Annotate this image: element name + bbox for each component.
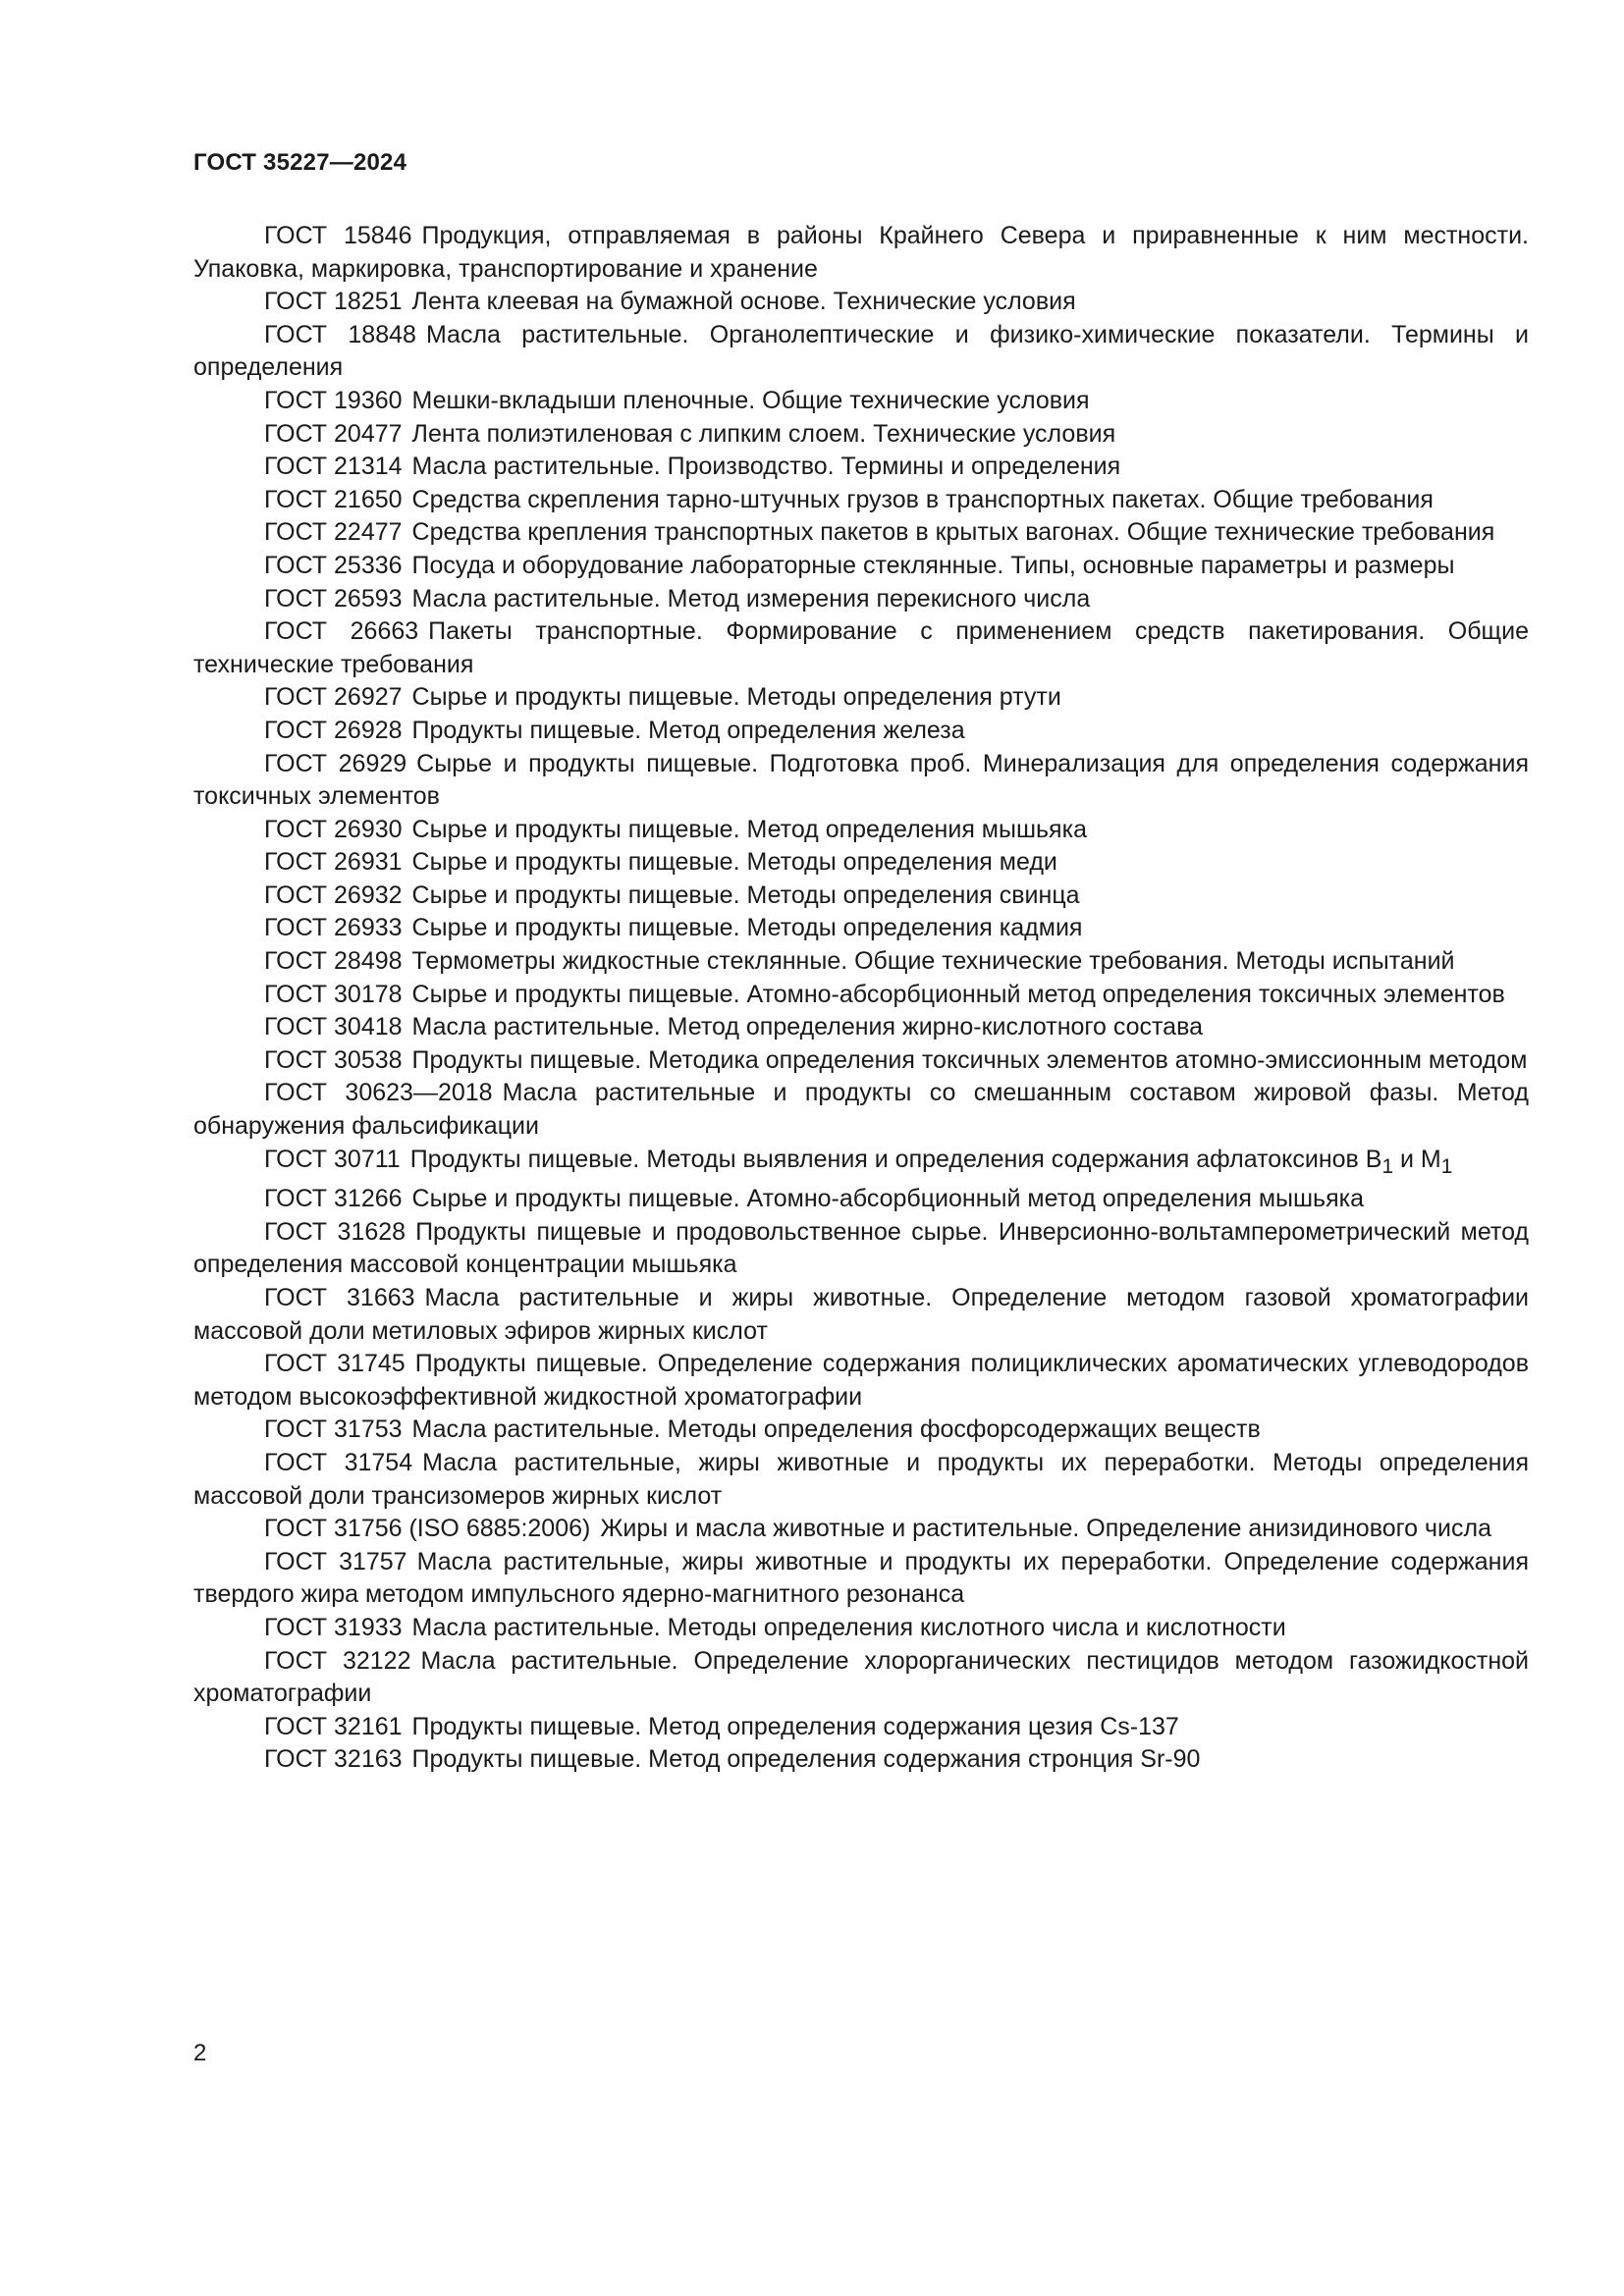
reference-title: Средства скрепления тарно-штучных грузов в транспортных пакетах. Общие требования: [411, 485, 1434, 513]
reference-code: ГОСТ 31757: [264, 1547, 407, 1575]
reference-code: ГОСТ 32122: [264, 1646, 411, 1675]
reference-title: Масла растительные, жиры животные и продукты их переработки. Определение содержания твердого жира методом импульсного ядерно-магнитного резонанса: [193, 1547, 1529, 1609]
reference-code: ГОСТ 30418: [264, 1013, 403, 1041]
reference-title: Сырье и продукты пищевые. Методы определения кадмия: [411, 914, 1083, 942]
reference-item: [193, 1011, 1529, 1044]
reference-title-tail: $B_1$ и $M_1$: [1365, 1145, 1453, 1178]
reference-title: Сырье и продукты пищевые. Атомно-абсорбционный метод определения токсичных элементов: [411, 980, 1505, 1008]
reference-item: [193, 1044, 1529, 1078]
reference-item: [193, 451, 1529, 484]
reference-title: Масла растительные. Методы определения фосфорсодержащих веществ: [411, 1415, 1261, 1444]
reference-item: [193, 715, 1529, 748]
reference-item: [193, 1612, 1529, 1645]
reference-code: ГОСТ 22477: [264, 518, 403, 547]
reference-title: Продукты пищевые. Метод определения железа: [411, 716, 965, 744]
reference-code: ГОСТ 31753: [264, 1415, 403, 1444]
reference-code: ГОСТ 26933: [264, 914, 403, 942]
reference-code: ГОСТ 31628: [264, 1217, 406, 1246]
reference-item: [193, 1144, 1529, 1184]
reference-title: Лента клеевая на бумажной основе. Технические условия: [411, 288, 1076, 316]
reference-title: Продукты пищевые. Определение содержания полициклических ароматических углеводородов методом высокоэффективной жидкостной хроматографии: [193, 1350, 1529, 1411]
reference-title: Продукты пищевые и продовольственное сырье. Инверсионно-вольтамперометрический метод определения массовой концентрации мышьяка: [193, 1217, 1530, 1279]
reference-code: ГОСТ 18848: [264, 320, 416, 348]
reference-title: Продукция, отправляемая в районы Крайнего Севера и приравненные к ним местности. Упаковка, маркировка, транспортирование и хранение: [193, 222, 1529, 283]
reference-item: [193, 583, 1529, 616]
reference-item: [193, 979, 1529, 1012]
reference-code: ГОСТ 30178: [264, 980, 403, 1008]
reference-code: ГОСТ 19360: [264, 386, 403, 414]
reference-item: [193, 484, 1529, 517]
reference-title: Посуда и оборудование лабораторные стеклянные. Типы, основные параметры и размеры: [411, 551, 1455, 579]
reference-title: Сырье и продукты пищевые. Методы определения свинца: [411, 881, 1080, 909]
reference-code: ГОСТ 31933: [264, 1613, 403, 1641]
reference-code: ГОСТ 30711: [264, 1145, 401, 1173]
reference-item: [193, 880, 1529, 913]
reference-code: ГОСТ 30623—2018: [264, 1079, 493, 1107]
reference-code: ГОСТ 21650: [264, 485, 403, 513]
reference-item: [193, 1348, 1529, 1414]
document-header: ГОСТ 35227—2024: [193, 149, 407, 176]
reference-title: Жиры и масла животные и растительные. Определение анизидинового числа: [600, 1515, 1491, 1543]
reference-code: ГОСТ 15846: [264, 222, 412, 249]
reference-item: [193, 1546, 1529, 1612]
reference-item: [193, 615, 1529, 681]
reference-code: ГОСТ 26930: [264, 815, 403, 843]
reference-item: [193, 1447, 1529, 1513]
reference-title: Сырье и продукты пищевые. Подготовка проб. Минерализация для определения содержания токсичных элементов: [193, 749, 1529, 811]
reference-title: Продукты пищевые. Методы выявления и определения содержания афлатоксинов: [409, 1145, 1359, 1173]
normative-references-list: [193, 220, 1529, 1777]
page-number: 2: [193, 2040, 207, 2066]
reference-item: [193, 418, 1529, 452]
reference-title: Мешки-вкладыши пленочные. Общие технические условия: [411, 386, 1090, 414]
reference-code: ГОСТ 26928: [264, 716, 403, 744]
reference-title: Масла растительные и продукты со смешанным составом жировой фазы. Метод обнаружения фальсификации: [193, 1079, 1529, 1141]
reference-title: Масла растительные. Метод измерения перекисного числа: [411, 584, 1091, 613]
reference-code: ГОСТ 30538: [264, 1045, 403, 1074]
reference-title: Масла растительные, жиры животные и продукты их переработки. Методы определения массовой доли трансизомеров жирных кислот: [193, 1448, 1529, 1510]
reference-item: [193, 681, 1529, 715]
reference-code: ГОСТ 32163: [264, 1745, 403, 1774]
reference-code: ГОСТ 26931: [264, 848, 403, 877]
reference-title: Продукты пищевые. Метод определения содержания стронция Sr-90: [411, 1745, 1201, 1774]
reference-item: [193, 912, 1529, 945]
reference-code: ГОСТ 31663: [264, 1284, 415, 1311]
reference-item: [193, 1743, 1529, 1777]
reference-item: [193, 748, 1529, 814]
reference-code: ГОСТ 26593: [264, 584, 403, 613]
reference-code: ГОСТ 21314: [264, 453, 403, 481]
reference-item: [193, 1183, 1529, 1216]
reference-code: ГОСТ 31266: [264, 1185, 403, 1213]
reference-item: [193, 385, 1529, 418]
reference-code: ГОСТ 31745: [264, 1350, 406, 1378]
reference-title: Продукты пищевые. Метод определения содержания цезия Cs-137: [411, 1712, 1179, 1740]
reference-code: ГОСТ 28498: [264, 947, 403, 976]
reference-item: [193, 1645, 1529, 1711]
reference-item: [193, 814, 1529, 847]
reference-code: ГОСТ 18251: [264, 288, 403, 316]
reference-code: ГОСТ 25336: [264, 551, 403, 579]
reference-title: Лента полиэтиленовая с липким слоем. Технические условия: [411, 419, 1116, 448]
reference-item: [193, 1513, 1529, 1546]
reference-title: Масла растительные. Метод определения жирно-кислотного состава: [411, 1013, 1203, 1041]
reference-title: Сырье и продукты пищевые. Методы определения меди: [411, 848, 1057, 877]
reference-item: [193, 945, 1529, 979]
reference-code: ГОСТ 26932: [264, 881, 403, 909]
reference-item: [193, 220, 1529, 286]
reference-item: [193, 1216, 1529, 1282]
reference-code: ГОСТ 26927: [264, 683, 403, 712]
reference-title: Сырье и продукты пищевые. Атомно-абсорбционный метод определения мышьяка: [411, 1185, 1365, 1213]
reference-title: Масла растительные. Производство. Термины и определения: [411, 453, 1121, 481]
reference-title: Продукты пищевые. Методика определения токсичных элементов атомно-эмиссионным методом: [411, 1045, 1528, 1074]
reference-title: Масла растительные. Органолептические и физико-химические показатели. Термины и определения: [193, 320, 1530, 382]
reference-title: Сырье и продукты пищевые. Методы определения ртути: [411, 683, 1061, 712]
reference-title: Термометры жидкостные стеклянные. Общие технические требования. Методы испытаний: [411, 947, 1455, 976]
reference-code: ГОСТ 31756 (ISO 6885:2006): [264, 1515, 591, 1543]
reference-code: ГОСТ 31754: [264, 1448, 413, 1476]
reference-code: ГОСТ 20477: [264, 419, 403, 448]
reference-title: Масла растительные и жиры животные. Определение методом газовой хроматографии массовой доли метиловых эфиров жирных кислот: [193, 1284, 1530, 1345]
reference-item: [193, 1414, 1529, 1447]
reference-item: [193, 1282, 1529, 1348]
reference-item: [193, 516, 1529, 550]
reference-code: ГОСТ 32161: [264, 1712, 403, 1740]
reference-code: ГОСТ 26929: [264, 749, 407, 777]
reference-title: Средства крепления транспортных пакетов в крытых вагонах. Общие технические требования: [411, 518, 1495, 547]
reference-title: Масла растительные. Определение хлорорганических пестицидов методом газожидкостной хроматографии: [193, 1646, 1529, 1708]
reference-title: Сырье и продукты пищевые. Метод определения мышьяка: [411, 815, 1087, 843]
reference-item: [193, 1711, 1529, 1744]
reference-item: [193, 846, 1529, 880]
reference-item: [193, 286, 1529, 319]
reference-title: Пакеты транспортные. Формирование с применением средств пакетирования. Общие технические требования: [193, 617, 1529, 678]
reference-item: [193, 550, 1529, 583]
reference-item: [193, 1077, 1529, 1143]
reference-title: Масла растительные. Методы определения кислотного числа и кислотности: [411, 1613, 1286, 1641]
reference-item: [193, 319, 1529, 385]
reference-code: ГОСТ 26663: [264, 617, 419, 646]
